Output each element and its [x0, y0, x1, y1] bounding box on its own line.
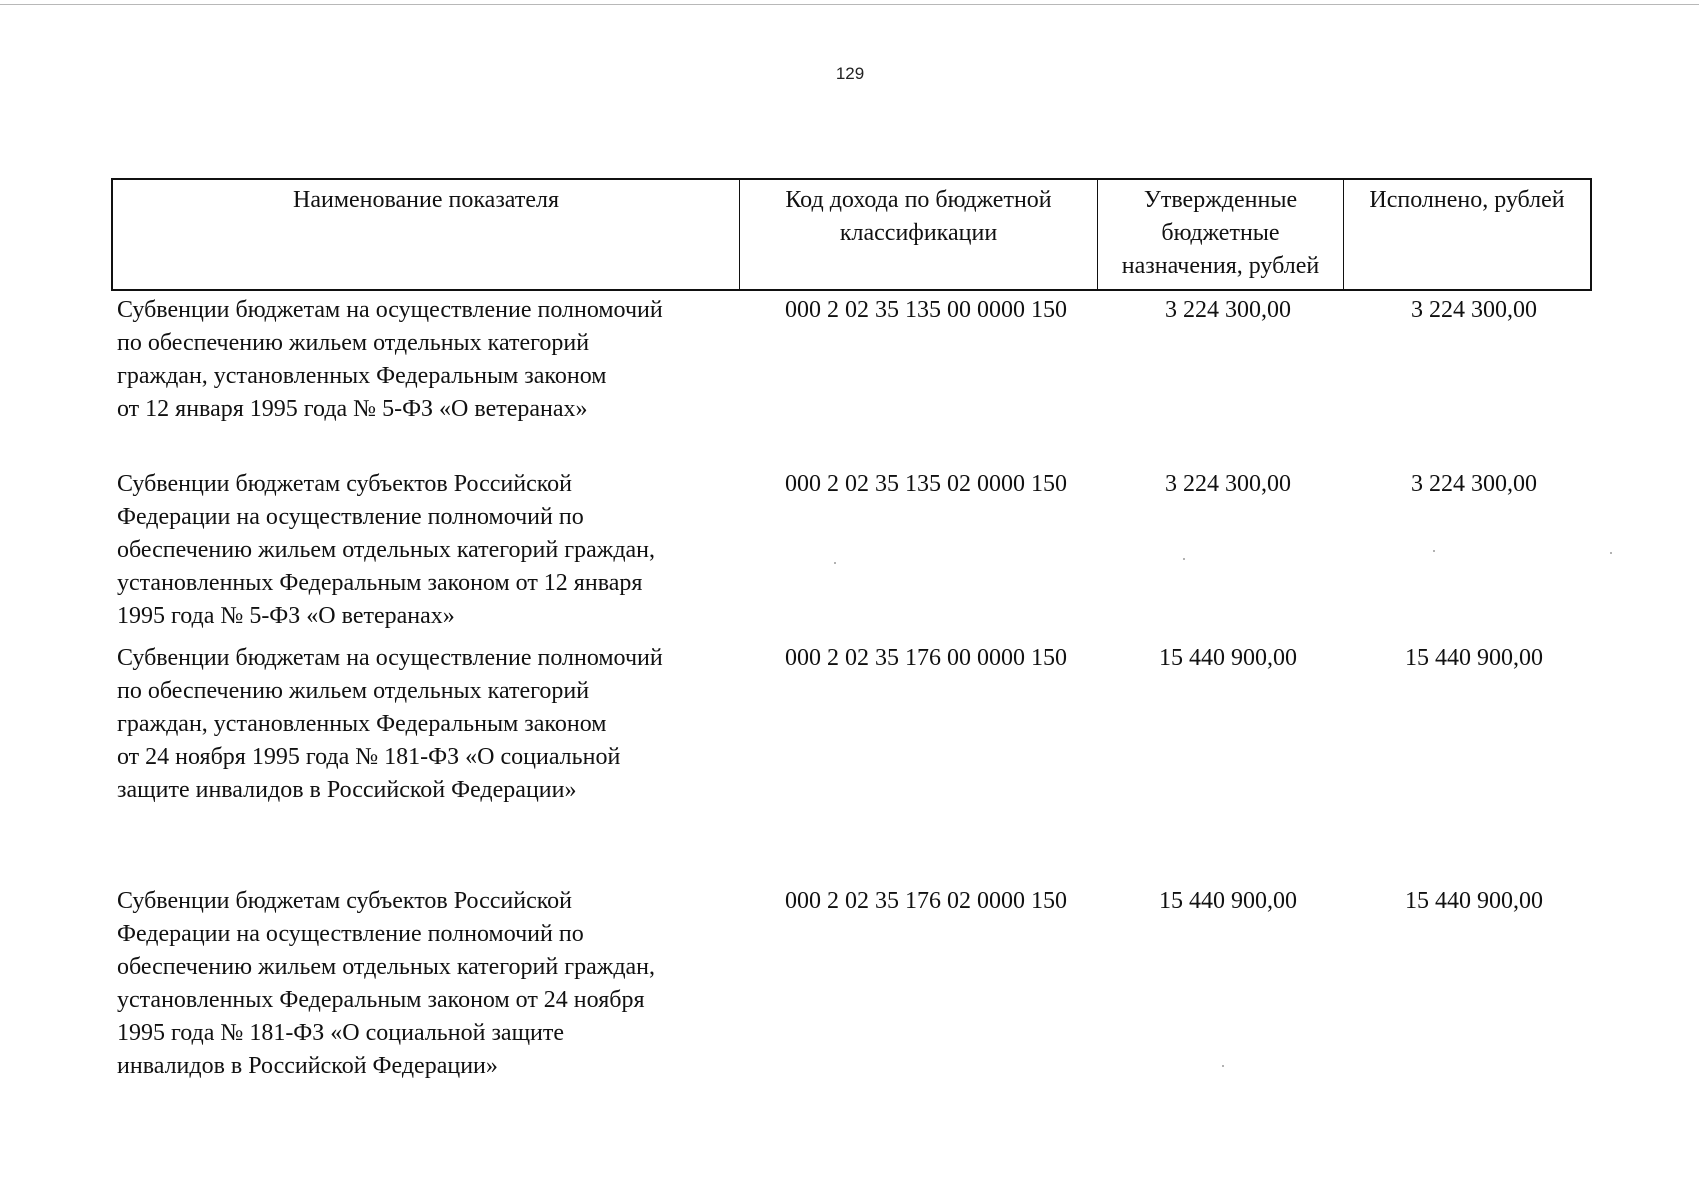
- row-approved: 3 224 300,00: [1165, 297, 1291, 323]
- header-code: Код дохода по бюджетной классификации: [740, 180, 1098, 289]
- scan-speck: [834, 562, 836, 564]
- row-code: 000 2 02 35 135 02 0000 150: [785, 471, 1067, 497]
- scan-speck: [1222, 1065, 1224, 1067]
- row-approved: 15 440 900,00: [1159, 645, 1297, 671]
- row-name: Субвенции бюджетам на осуществление полномочий по обеспечению жильем отдельных категорий граждан, установленных Федеральным законом от 12 января 1995 года № 5-ФЗ «О ветеранах»: [117, 297, 663, 422]
- row-executed: 15 440 900,00: [1405, 888, 1543, 914]
- page-number: 129: [835, 64, 865, 83]
- row-name: Субвенции бюджетам субъектов Российской Федерации на осуществление полномочий по обеспечению жильем отдельных категорий граждан, установленных Федеральным законом от 24 ноября 1995 года № 181-ФЗ «О социальной защите инвалидов в Российской Федерации»: [117, 888, 656, 1079]
- table-row: [117, 294, 1597, 426]
- header-name: Наименование показателя: [113, 180, 740, 289]
- row-name: Субвенции бюджетам субъектов Российской Федерации на осуществление полномочий по обеспечению жильем отдельных категорий граждан, установленных Федеральным законом от 12 января 1995 года № 5-ФЗ «О ветеранах»: [117, 471, 656, 629]
- row-name: Субвенции бюджетам на осуществление полномочий по обеспечению жильем отдельных категорий граждан, установленных Федеральным законом от 24 ноября 1995 года № 181-ФЗ «О социальной защите инвалидов в Российской Федерации»: [117, 645, 663, 803]
- row-executed: 3 224 300,00: [1411, 471, 1537, 497]
- row-executed: 15 440 900,00: [1405, 645, 1543, 671]
- table-row: [117, 642, 1597, 807]
- scan-speck: [1433, 550, 1435, 552]
- table-row: [117, 468, 1597, 633]
- row-executed: 3 224 300,00: [1411, 297, 1537, 323]
- header-approved: Утвержденные бюджетные назначения, рублей: [1098, 180, 1344, 289]
- scan-speck: [1183, 558, 1185, 560]
- scan-top-edge: [0, 0, 1699, 5]
- header-executed: Исполнено, рублей: [1369, 187, 1565, 213]
- row-code: 000 2 02 35 176 00 0000 150: [785, 645, 1067, 671]
- scan-speck: [1610, 552, 1612, 554]
- table-header: [111, 178, 1592, 291]
- row-approved: 15 440 900,00: [1159, 888, 1297, 914]
- row-approved: 3 224 300,00: [1165, 471, 1291, 497]
- row-code: 000 2 02 35 176 02 0000 150: [785, 888, 1067, 914]
- row-code: 000 2 02 35 135 00 0000 150: [785, 297, 1067, 323]
- table-row: [117, 885, 1597, 1083]
